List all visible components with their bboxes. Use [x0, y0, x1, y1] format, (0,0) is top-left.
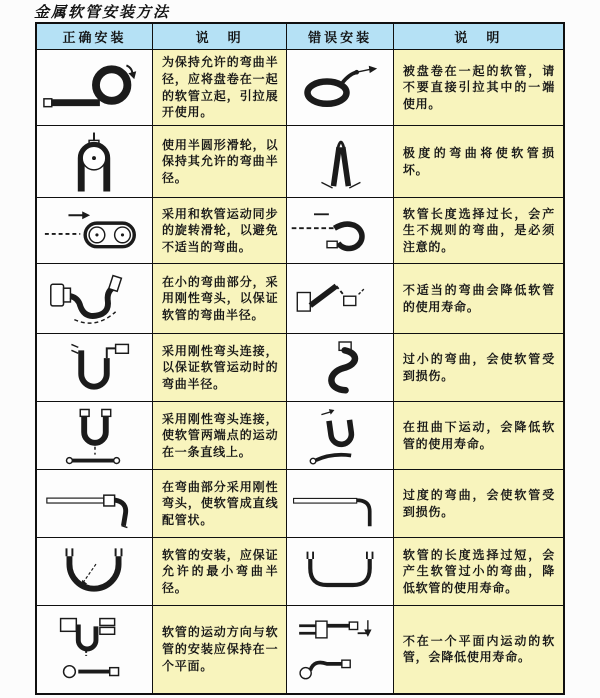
coiled-hose-stood-up-and-unrolled-icon [39, 55, 149, 121]
wrong-illustration-cell [287, 606, 393, 694]
table-row [36, 538, 564, 606]
overlong-hose-irregular-loop-icon [288, 202, 392, 260]
wrong-description: 被盘卷在一起的软管，请不要直接引拉其中的一端使用。 [393, 50, 564, 126]
correct-illustration-cell [36, 198, 152, 264]
table-row [36, 606, 564, 694]
correct-description: 采用和软管运动同步的旋转滑轮，以避免不适当的弯曲。 [152, 198, 287, 264]
wrong-description: 过度的弯曲，会使软管受到损伤。 [393, 470, 564, 538]
wrong-illustration-cell [287, 198, 393, 264]
wrong-illustration-cell [287, 334, 393, 402]
correct-illustration-cell [36, 470, 152, 538]
correct-illustration-cell [36, 264, 152, 334]
overbent-end-icon [288, 474, 392, 534]
correct-illustration-cell [36, 538, 152, 606]
wrong-description: 不在一个平面内运动的软管，会降低使用寿命。 [393, 606, 564, 694]
hose-over-semicircular-pulley-icon [39, 130, 149, 194]
header-correct-install: 正确安装 [36, 23, 152, 50]
header-wrong-install: 错误安装 [287, 23, 393, 50]
minimum-bend-radius-semicircle-icon [39, 542, 149, 602]
rotating-pulley-synchronized-icon [39, 202, 149, 260]
correct-description: 在小的弯曲部分，采用刚性弯头，以保证软管的弯曲半径。 [152, 264, 287, 334]
wrong-illustration-cell [287, 264, 393, 334]
hose-bent-extremely-sharp-icon [288, 130, 392, 194]
correct-description: 采用刚性弯头连接，以保证软管运动时的弯曲半径。 [152, 334, 287, 402]
coiled-hose-pulled-by-one-end-icon [288, 55, 392, 121]
table-row [36, 470, 564, 538]
motion-in-one-plane-trap-icon [39, 610, 149, 688]
u-loop-under-twist-icon [288, 406, 392, 466]
wrong-illustration-cell [287, 402, 393, 470]
installation-table [35, 22, 565, 695]
correct-description: 软管的安装，应保证允许的最小弯曲半径。 [152, 538, 287, 606]
correct-description: 软管的运动方向与软管的安装应保持在一个平面。 [152, 606, 287, 694]
straight-piping-rigid-elbow-icon [39, 474, 149, 534]
too-short-hose-shallow-bend-icon [288, 542, 392, 602]
wrong-description: 软管的长度选择过短，会产生软管过小的弯曲，降低软管的使用寿命。 [393, 538, 564, 606]
correct-illustration-cell [36, 50, 152, 126]
wrong-description: 软管长度选择过长，会产生不规则的弯曲，是必须注意的。 [393, 198, 564, 264]
wrong-description: 不适当的弯曲会降低软管的使用寿命。 [393, 264, 564, 334]
wrong-description: 在扭曲下运动，会降低软管的使用寿命。 [393, 402, 564, 470]
wrong-illustration-cell [287, 538, 393, 606]
header-correct-description: 说 明 [152, 23, 287, 50]
wrong-description: 极度的弯曲将使软管损坏。 [393, 126, 564, 198]
correct-illustration-cell [36, 606, 152, 694]
correct-illustration-cell [36, 334, 152, 402]
correct-description: 采用刚性弯头连接，使软管两端点的运动在一条直线上。 [152, 402, 287, 470]
rigid-elbow-at-small-bend-icon [39, 268, 149, 330]
rigid-elbow-connection-u-loop-icon [39, 338, 149, 398]
u-loop-endpoints-in-line-icon [39, 406, 149, 466]
correct-description: 为保持允许的弯曲半径，应将盘卷在一起的软管立起，引拉展开使用。 [152, 50, 287, 126]
page-title: 金属软管安装方法 [34, 3, 171, 21]
header-wrong-description: 说 明 [393, 23, 564, 50]
table-row [36, 264, 564, 334]
hose-s-hook-icon [288, 338, 392, 398]
correct-illustration-cell [36, 126, 152, 198]
table-row [36, 126, 564, 198]
table-row [36, 402, 564, 470]
correct-description: 使用半圆形滑轮，以保持其允许的弯曲半径。 [152, 126, 287, 198]
table-row [36, 334, 564, 402]
wrong-description: 过小的弯曲，会使软管受到损伤。 [393, 334, 564, 402]
table-row [36, 198, 564, 264]
correct-description: 在弯曲部分采用刚性弯头，使软管成直线配管状。 [152, 470, 287, 538]
table-row [36, 50, 564, 126]
wrong-illustration-cell [287, 50, 393, 126]
improper-sharp-bend-icon [288, 268, 392, 330]
correct-illustration-cell [36, 402, 152, 470]
header-row [36, 23, 564, 50]
wrong-illustration-cell [287, 126, 393, 198]
motion-out-of-plane-icon [288, 610, 392, 688]
wrong-illustration-cell [287, 470, 393, 538]
